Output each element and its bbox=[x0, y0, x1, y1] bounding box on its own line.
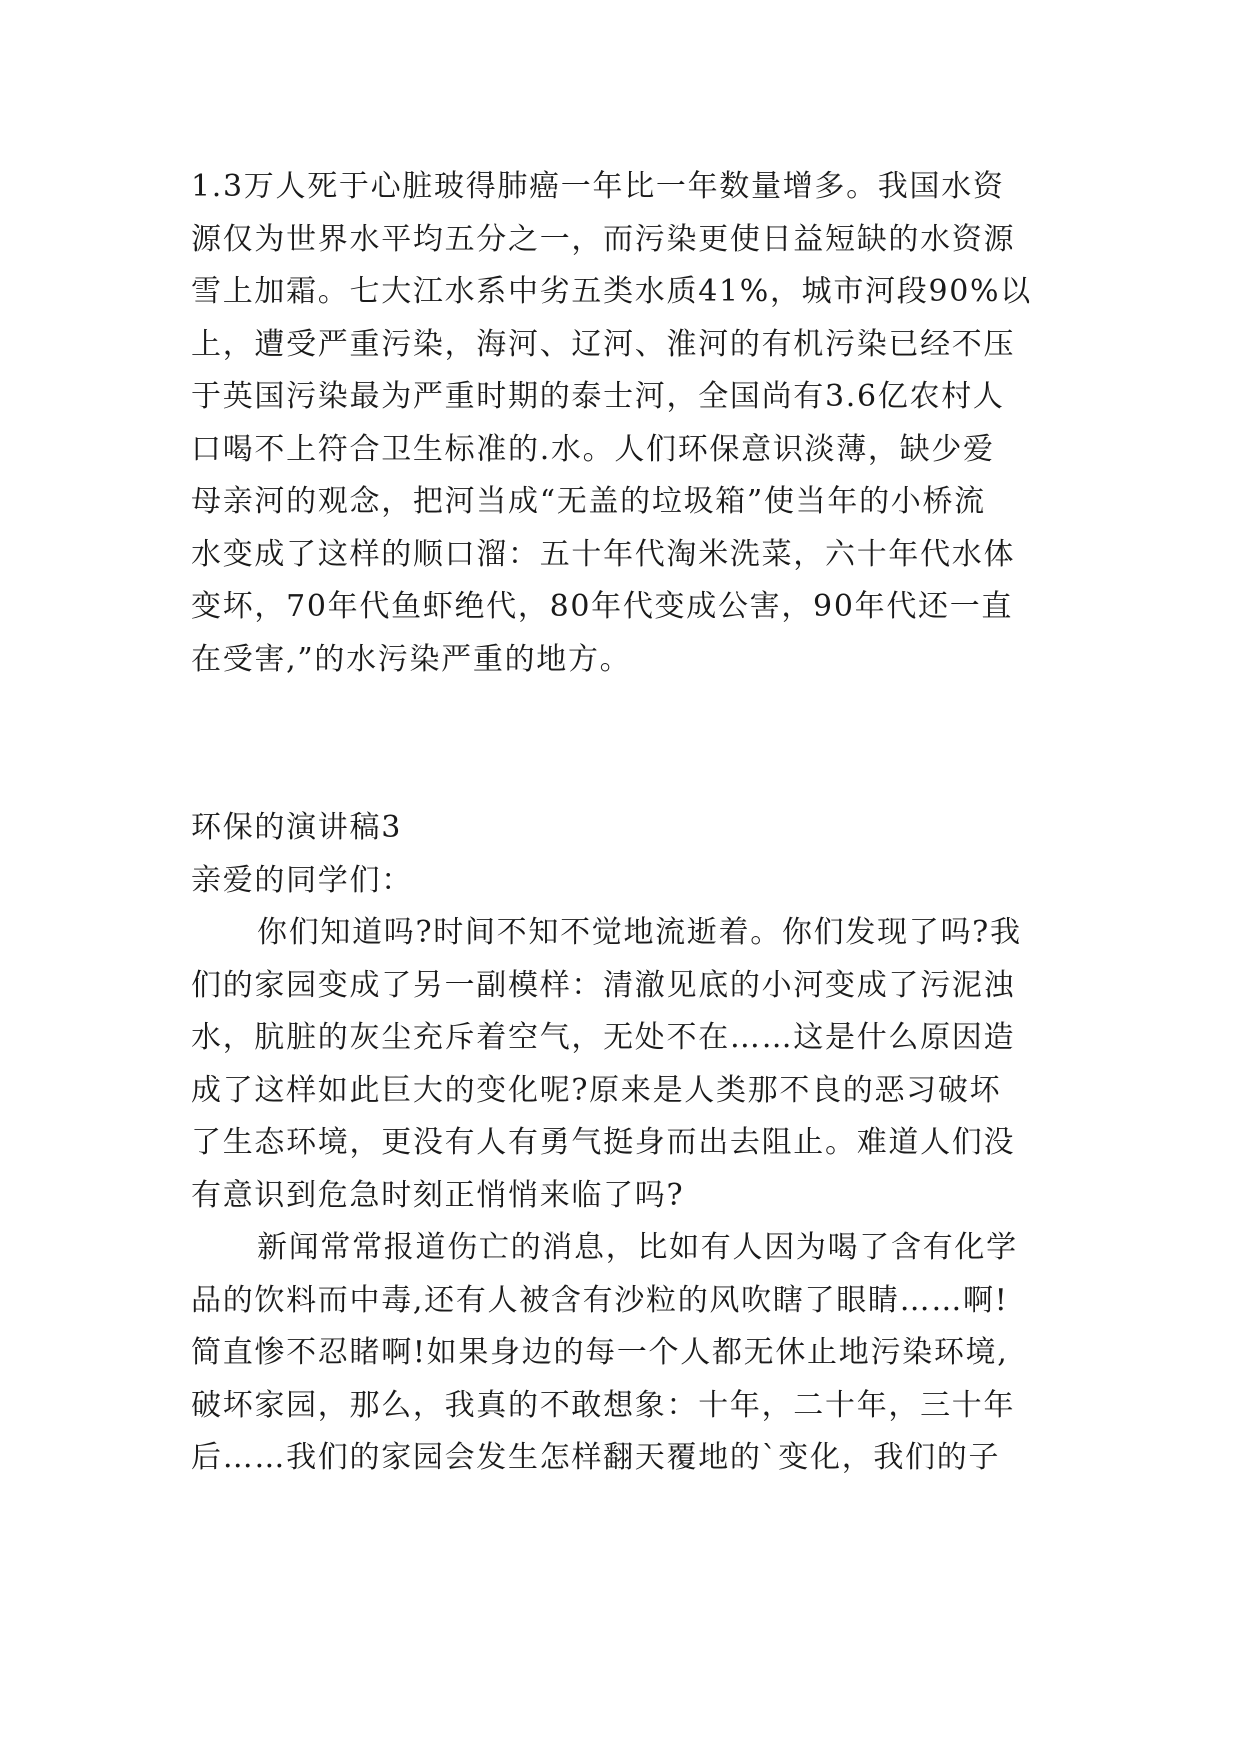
paragraph-line: 后……我们的家园会发生怎样翻天覆地的`变化，我们的子 bbox=[191, 1440, 1001, 1475]
paragraph-line: 水变成了这样的顺口溜：五十年代淘米洗菜，六十年代水体 bbox=[191, 536, 1016, 572]
paragraph-line: 了生态环境，更没有人有勇气挺身而出去阻止。难道人们没 bbox=[191, 1125, 1016, 1160]
paragraph-line: 雪上加霜。七大江水系中劣五类水质41%，城市河段90%以 bbox=[191, 274, 1032, 309]
paragraph-line: 品的饮料而中毒,还有人被含有沙粒的风吹瞎了眼睛……啊! bbox=[191, 1282, 1009, 1318]
paragraph-line: 们的家园变成了另一副模样：清澈见底的小河变成了污泥浊 bbox=[191, 967, 1016, 1003]
speech-section bbox=[191, 802, 1051, 1485]
paragraph-line: 上，遭受严重污染，海河、辽河、淮河的有机污染已经不压 bbox=[191, 326, 1016, 362]
paragraph-line: 你们知道吗?时间不知不觉地流逝着。你们发现了吗?我 bbox=[257, 915, 1022, 950]
paragraph-line: 变坏，70年代鱼虾绝代，80年代变成公害，90年代还一直 bbox=[191, 589, 1014, 624]
paragraph-line: 新闻常常报道伤亡的消息，比如有人因为喝了含有化学 bbox=[257, 1230, 1018, 1265]
section-title: 环保的演讲稿3 bbox=[191, 810, 402, 845]
paragraph-line: 口喝不上符合卫生标准的.水。人们环保意识淡薄，缺少爱 bbox=[191, 431, 995, 467]
paragraph-line: 母亲河的观念，把河当成“无盖的垃圾箱”使当年的小桥流 bbox=[191, 484, 986, 519]
paragraph-line: 破坏家园，那么，我真的不敢想象：十年，二十年，三十年 bbox=[191, 1387, 1016, 1423]
paragraph-line: 成了这样如此巨大的变化呢?原来是人类那不良的恶习破坏 bbox=[191, 1072, 1002, 1108]
body-paragraph-water-pollution bbox=[191, 161, 1051, 686]
paragraph-line: 在受害,”的水污染严重的地方。 bbox=[191, 641, 632, 677]
salutation: 亲爱的同学们： bbox=[191, 862, 413, 898]
paragraph-line: 源仅为世界水平均五分之一，而污染更使日益短缺的水资源 bbox=[191, 221, 1016, 257]
paragraph-line: 于英国污染最为严重时期的泰士河，全国尚有3.6亿农村人 bbox=[191, 379, 1005, 414]
paragraph-line: 1.3万人死于心脏玻得肺癌一年比一年数量增多。我国水资 bbox=[191, 169, 1005, 204]
paragraph-line: 简直惨不忍睹啊!如果身边的每一个人都无休止地污染环境, bbox=[191, 1335, 1009, 1370]
paragraph-line: 有意识到危急时刻正悄悄来临了吗? bbox=[191, 1177, 685, 1213]
paragraph-line: 水，肮脏的灰尘充斥着空气，无处不在……这是什么原因造 bbox=[191, 1020, 1016, 1055]
